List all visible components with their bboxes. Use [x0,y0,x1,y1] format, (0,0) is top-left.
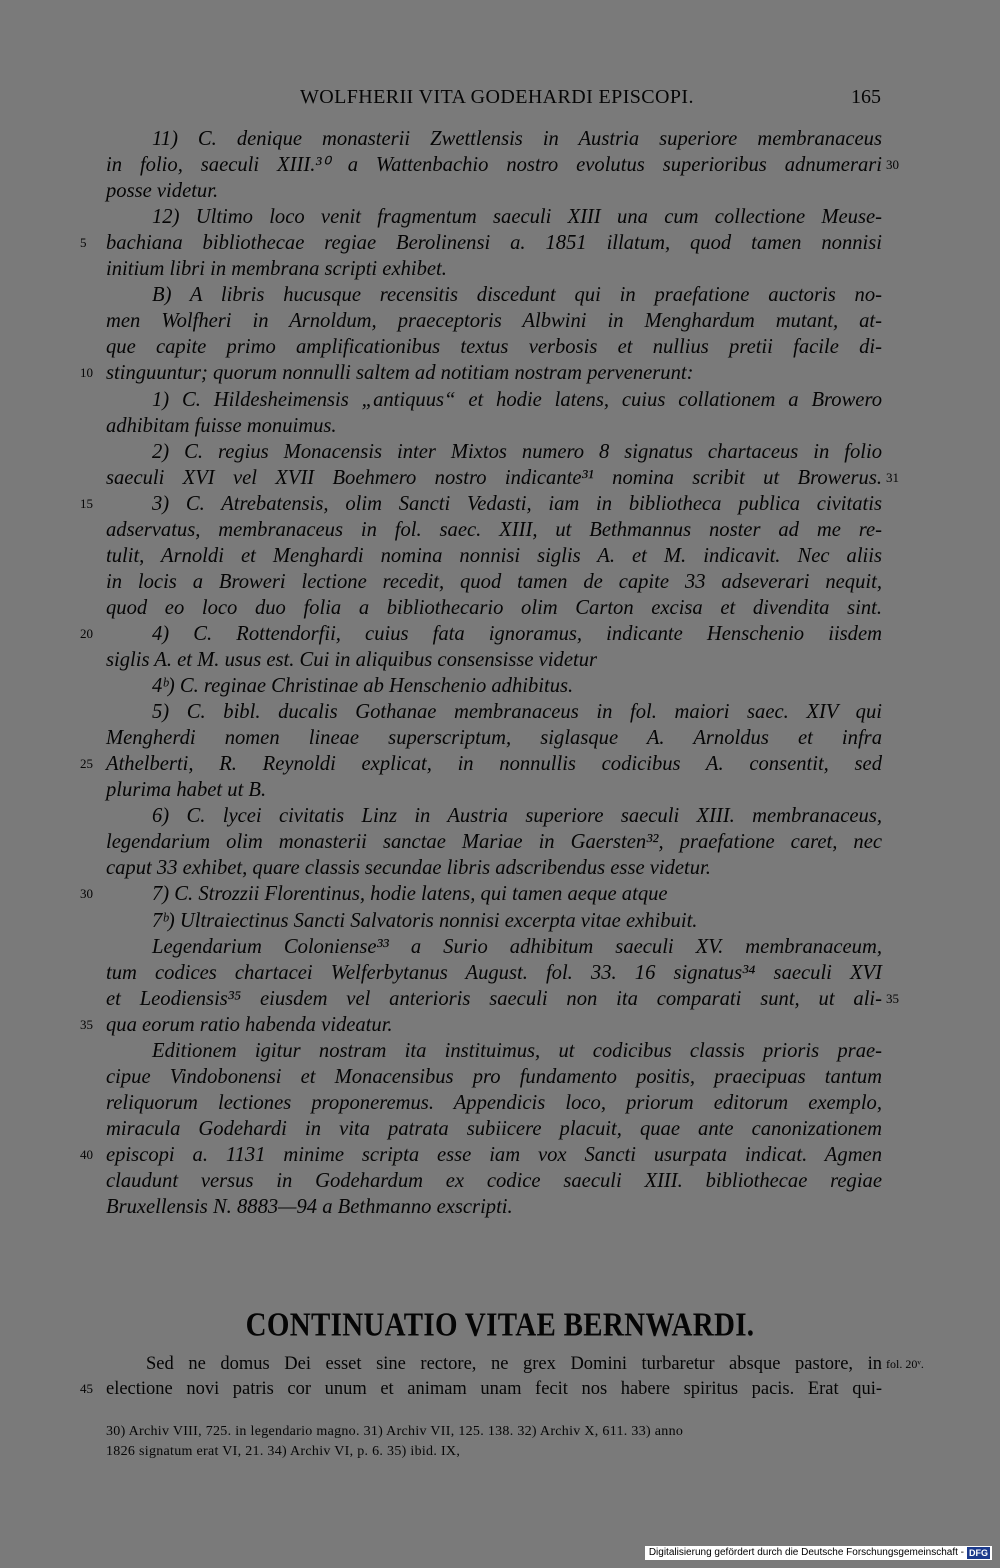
text-line: 11) C. denique monasterii Zwettlensis in Austria superiore membranaceus [152,128,882,150]
footnote-line: 30) Archiv VIII, 725. in legendario magno. 31) Archiv VII, 125. 138. 32) Archiv X, 611. 33) anno [106,1424,684,1439]
text-line: tulit, Arnoldi et Menghardi nomina nonnisi siglis A. et M. indicavit. Nec aliis [106,544,882,567]
line-number: 20 [80,625,93,641]
text-line: 7) C. Strozzii Florentinus, hodie latens, qui tamen aeque atque [152,883,668,906]
running-header [105,86,881,116]
line-number: 40 [80,1146,93,1162]
text-line: in locis a Broweri lectione recedit, quod tamen de capite 33 adseverari nequit, [106,570,882,593]
footnote-margin-ref: 30 [886,157,899,173]
text-line: B) A libris hucusque recensitis discedunt qui in praefatione auctoris no- [152,284,882,307]
text-line: 4ᵇ) C. reginae Christinae ab Henschenio adhibitus. [152,675,574,698]
text-line: 6) C. lycei civitatis Linz in Austria superiore saeculi XIII. membranaceus, [152,805,882,828]
section-line: Sed ne domus Dei esset sine rectore, ne grex Domini turbaretur absque pastore, in [146,1354,882,1374]
header-title: WOLFHERII VITA GODEHARDI EPISCOPI. [300,86,694,108]
text-line: legendarium olim monasterii sanctae Mariae in Gaersten³², praefatione caret, nec [106,831,882,854]
digitization-credit [645,1546,992,1560]
line-number: 35 [80,1016,93,1032]
text-line: episcopi a. 1131 minime scripta esse iam vox Sancti usurpata indicat. Agmen [106,1143,882,1166]
text-line: Athelberti, R. Reynoldi explicat, in nonnullis codicibus A. consentit, sed [106,753,882,776]
text-line: initium libri in membrana scripti exhibet. [106,258,447,281]
text-line: 2) C. regius Monacensis inter Mixtos numero 8 signatus chartaceus in folio [152,440,882,463]
text-line: Editionem igitur nostram ita instituimus, ut codicibus classis prioris prae- [152,1039,882,1062]
text-line: 1) C. Hildesheimensis „antiquus“ et hodie latens, cuius collationem a Browero [152,388,882,411]
text-line: 7ᵇ) Ultraiectinus Sancti Salvatoris nonnisi excerpta vitae exhibuit. [152,909,698,932]
footnote-margin-ref: 35 [886,990,899,1006]
section-title: CONTINUATIO VITAE BERNWARDI. [245,1306,755,1344]
text-line: 3) C. Atrebatensis, olim Sancti Vedasti, iam in bibliotheca publica civitatis [152,492,882,515]
text-line: men Wolfheri in Arnoldum, praeceptoris Albwini in Menghardum mutant, at- [106,310,882,333]
text-line: Mengherdi nomen lineae superscriptum, siglasque A. Arnoldus et infra [106,727,882,750]
text-line: 12) Ultimo loco venit fragmentum saeculi XIII una cum collectione Meuse- [152,206,882,229]
text-line: adhibitam fuisse monuimus. [106,414,337,437]
line-number: 45 [80,1381,93,1396]
text-line: miracula Godehardi in vita patrata subiicere placuit, quae ante canonizationem [106,1117,882,1140]
text-line: stinguuntur; quorum nonnulli saltem ad notitiam nostram pervenerunt: [106,362,694,385]
line-number: 15 [80,495,93,511]
text-line: 4) C. Rottendorfii, cuius fata ignoramus, indicante Henschenio iisdem [152,622,882,645]
text-line: et Leodiensis³⁵ eiusdem vel anterioris saeculi non ita comparati sunt, ut ali- [106,987,882,1010]
text-line: claudunt versus in Godehardum ex codice saeculi XIII. bibliothecae regiae [106,1170,882,1192]
text-line: 5) C. bibl. ducalis Gothanae membranaceus in fol. maiori saec. XIV qui [152,701,882,724]
text-line: saeculi XVI vel XVII Boehmero nostro indicante³¹ nomina scribit ut Browerus. [106,466,882,489]
text-line: siglis A. et M. usus est. Cui in aliquibus consensisse videtur [106,649,598,671]
text-line: plurima habet ut B. [106,779,267,802]
text-line: qua eorum ratio habenda videatur. [106,1013,393,1036]
section-line: electione novi patris cor unum et animam unam fecit nos habere spiritus pacis. Erat qui- [106,1379,882,1399]
line-number: 5 [80,235,87,251]
text-line: caput 33 exhibet, quare classis secundae libris adscribendus esse videtur. [106,857,711,880]
margin-note: fol. 20ᵛ. [886,1357,924,1371]
line-number: 10 [80,365,93,381]
text-line: bachiana bibliothecae regiae Berolinensi a. 1851 illatum, quod tamen nonnisi [106,232,882,255]
footnote-margin-ref: 31 [886,469,899,485]
footnote-line: 1826 signatum erat VI, 21. 34) Archiv VI, p. 6. 35) ibid. IX, [106,1444,461,1459]
text-line: cipue Vindobonensi et Monacensibus pro fundamento positis, praecipuas tantum [106,1065,882,1088]
dfg-logo-icon: DFG [969,1548,988,1558]
line-number: 25 [80,756,93,772]
text-line: Legendarium Coloniense³³ a Surio adhibitum saeculi XV. membranaceum, [152,935,882,958]
text-line: Bruxellensis N. 8883—94 a Bethmanno exscripti. [106,1196,513,1219]
text-line: posse videtur. [106,180,219,203]
credit-text: Digitalisierung gefördert durch die Deutsche Forschungsgemeinschaft - [648,1547,964,1558]
page-number: 165 [851,86,881,108]
text-line: tum codices chartacei Welferbytanus August. fol. 33. 16 signatus³⁴ saeculi XVI [106,961,882,984]
text-line: adservatus, membranaceus in fol. saec. XIII, ut Bethmannus noster ad me re- [106,518,882,541]
text-line: reliquorum lectiones proponeremus. Appendicis loco, priorum editorum exemplo, [106,1091,882,1114]
text-line: in folio, saeculi XIII.³⁰ a Wattenbachio nostro evolutus superioribus adnumerari [106,154,882,177]
text-line: que capite primo amplificationibus textus verbosis et nullius pretii facile di- [106,336,882,359]
text-line: quod eo loco duo folia a bibliothecario olim Carton excisa et divendita sint. [106,596,882,619]
line-number: 30 [80,886,93,902]
